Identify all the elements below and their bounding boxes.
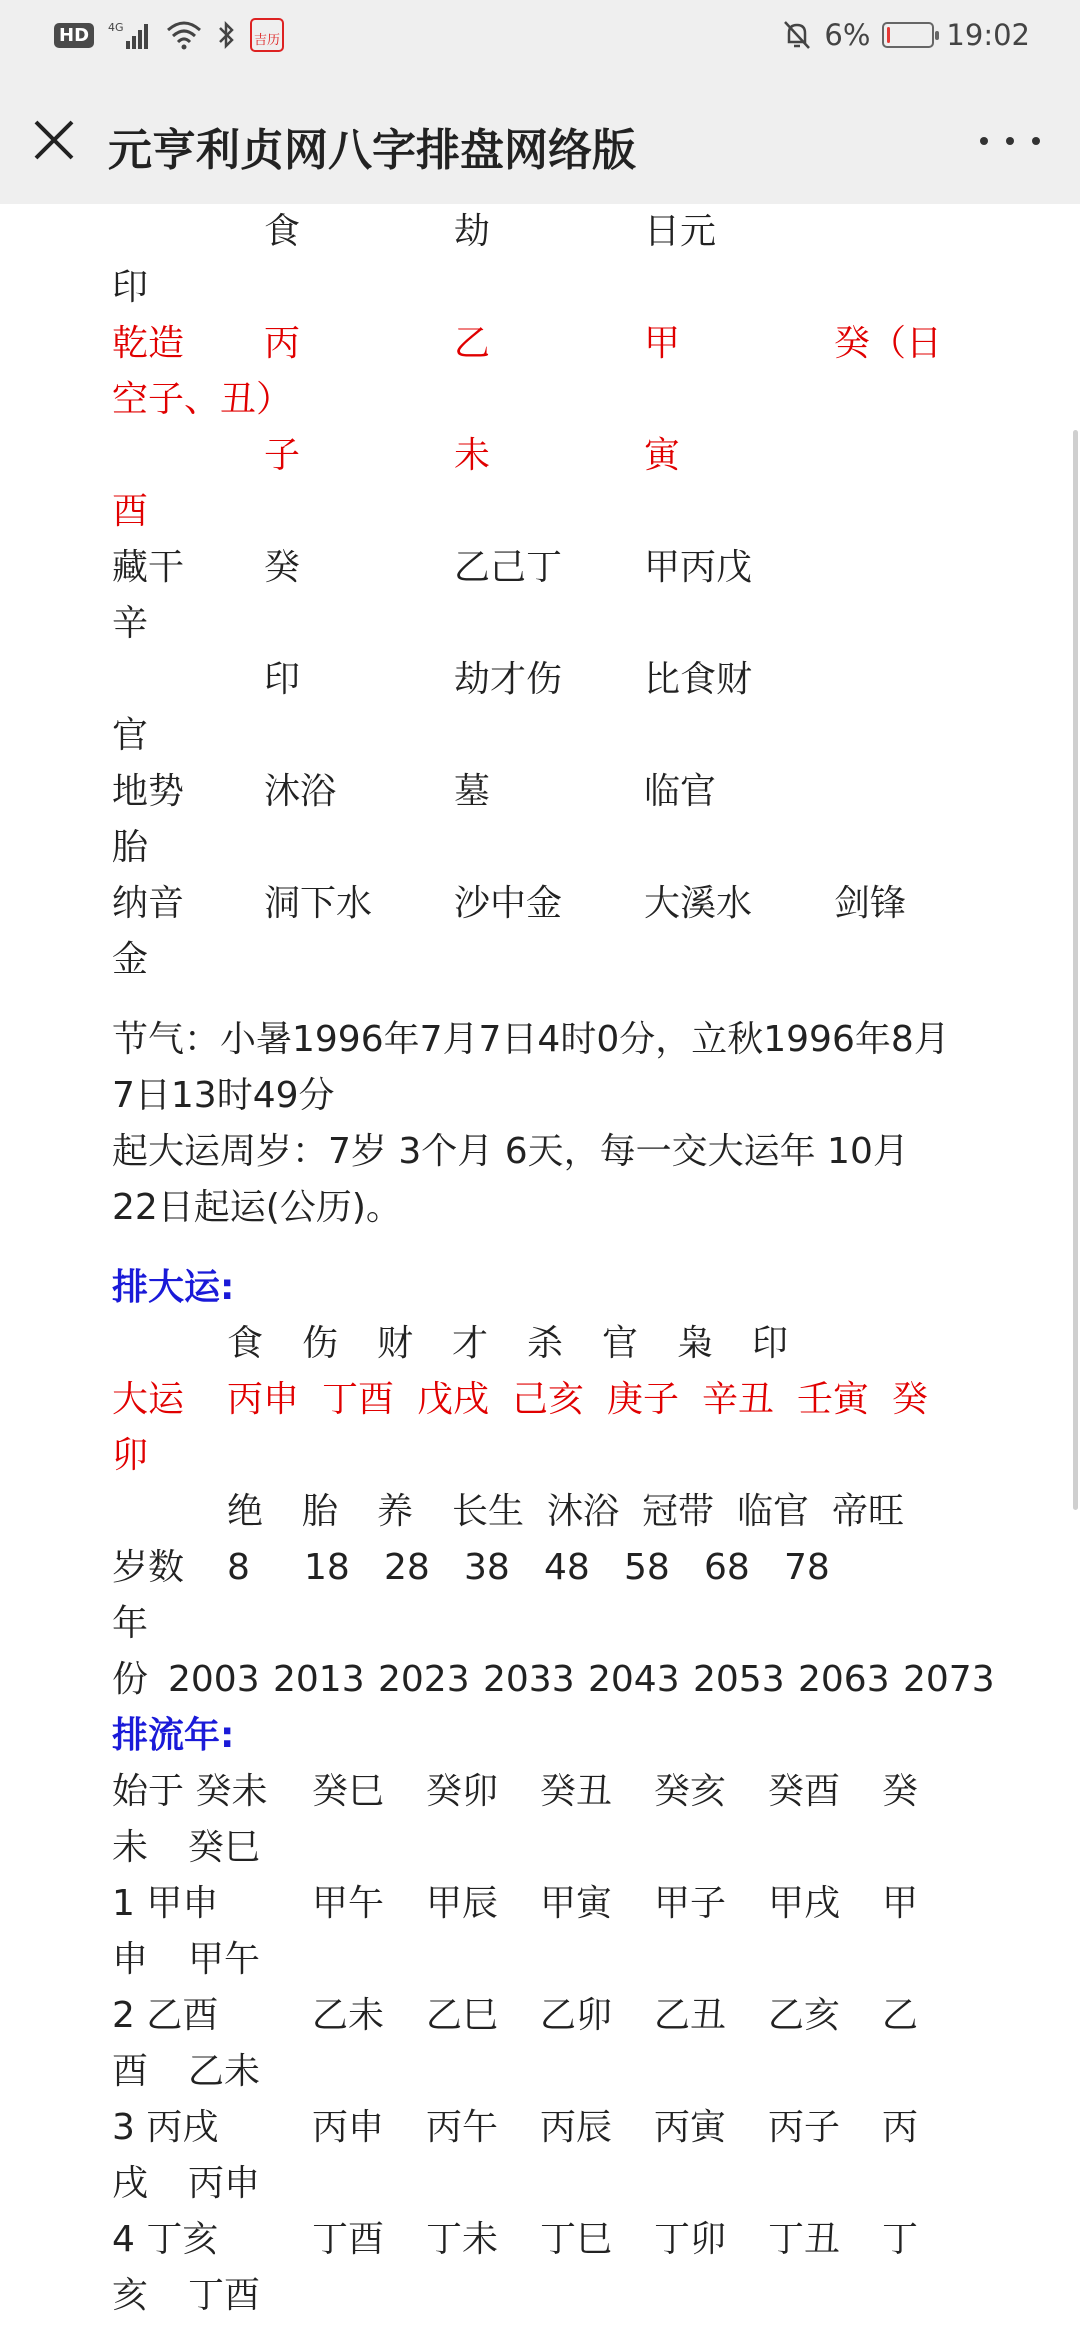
bazi-row xyxy=(112,540,1012,596)
bazi-row xyxy=(112,876,1012,932)
calendar-app-icon xyxy=(250,18,284,52)
bazi-cell: 丙 xyxy=(264,323,301,364)
liunian-cell: 乙巳 xyxy=(426,1995,499,2036)
liunian-cell: 癸巳 xyxy=(188,1827,261,1868)
dayun-pillar: 丁酉 xyxy=(322,1379,395,1420)
liunian-cell: 亥 xyxy=(112,2275,149,2316)
bazi-row xyxy=(112,204,1012,260)
liunian-cell: 甲午 xyxy=(188,1939,261,1980)
bazi-cell: 剑锋 xyxy=(834,883,907,924)
bazi-cell: 临官 xyxy=(644,771,717,812)
shishen-cell: 杀 xyxy=(527,1323,564,1364)
liunian-cell: 丙辰 xyxy=(540,2107,613,2148)
bazi-cell: 沐浴 xyxy=(264,771,337,812)
bazi-cell: 印 xyxy=(264,659,301,700)
jieqi-line: 7日13时49分 xyxy=(112,1075,335,1116)
bazi-row xyxy=(112,372,1012,428)
liunian-cell: 乙 xyxy=(882,1995,919,2036)
bazi-cell: 乙己丁 xyxy=(454,547,563,588)
mute-bell-icon xyxy=(782,19,812,51)
qiyun-line: 22日起运(公历)。 xyxy=(112,1187,402,1228)
jieqi-info xyxy=(112,1012,1012,1236)
battery-icon xyxy=(882,22,934,48)
battery-fill xyxy=(887,27,890,43)
bazi-cell: 地势 xyxy=(112,771,185,812)
bazi-row xyxy=(112,428,1012,484)
bazi-cell: 洞下水 xyxy=(264,883,373,924)
bazi-cell: 大溪水 xyxy=(644,883,753,924)
liunian-cell: 未 xyxy=(112,1827,149,1868)
dayun-dishi-row xyxy=(112,1484,1012,1540)
dayun-pillar-row xyxy=(112,1372,1012,1428)
more-icon-dot xyxy=(980,137,988,145)
bazi-row xyxy=(112,596,1012,652)
liunian-wrap-row xyxy=(112,2156,1012,2212)
bazi-cell: 食 xyxy=(264,211,301,252)
year-cell: 2003 xyxy=(168,1659,260,1700)
liunian-cell: 丙午 xyxy=(426,2107,499,2148)
liunian-cell: 申 xyxy=(112,1939,149,1980)
bazi-cell: 官 xyxy=(112,715,149,756)
liunian-wrap-row xyxy=(112,1932,1012,1988)
shishen-cell: 枭 xyxy=(677,1323,714,1364)
liunian-cell: 丙子 xyxy=(768,2107,841,2148)
signal-icon xyxy=(108,19,152,51)
liunian-cell: 丁卯 xyxy=(654,2219,727,2260)
bazi-cell: 藏干 xyxy=(112,547,185,588)
dayun-pillar: 卯 xyxy=(112,1435,149,1476)
year-cell: 2043 xyxy=(588,1659,680,1700)
dayun-pillar: 丙申 xyxy=(227,1379,300,1420)
bazi-cell: 日元 xyxy=(644,211,717,252)
shishen-cell: 食 xyxy=(227,1323,264,1364)
hd-icon: HD xyxy=(54,23,94,48)
bazi-row xyxy=(112,708,1012,764)
shishen-cell: 财 xyxy=(377,1323,414,1364)
bazi-cell: 比食财 xyxy=(644,659,753,700)
liunian-cell: 癸卯 xyxy=(426,1771,499,1812)
section-heading: 排流年: xyxy=(112,1715,235,1756)
bazi-cell: 子 xyxy=(264,435,301,476)
liunian-cell: 癸亥 xyxy=(654,1771,727,1812)
dishi-cell: 养 xyxy=(377,1491,414,1532)
bazi-cell: 纳音 xyxy=(112,883,185,924)
age-cell: 28 xyxy=(384,1547,430,1588)
bazi-table xyxy=(112,204,1012,988)
bazi-row xyxy=(112,484,1012,540)
liunian-cell: 乙未 xyxy=(188,2051,261,2092)
dishi-cell: 长生 xyxy=(452,1491,525,1532)
bazi-row xyxy=(112,260,1012,316)
shishen-cell: 伤 xyxy=(302,1323,339,1364)
dayun-pillar: 己亥 xyxy=(512,1379,585,1420)
dayun-wrap-row xyxy=(112,1428,1012,1484)
dishi-cell: 帝旺 xyxy=(832,1491,905,1532)
liunian-cell: 丙申 xyxy=(188,2163,261,2204)
bazi-cell: 劫 xyxy=(454,211,491,252)
liunian-cell: 癸丑 xyxy=(540,1771,613,1812)
bazi-row xyxy=(112,820,1012,876)
title-bar xyxy=(0,76,1080,204)
age-cell: 58 xyxy=(624,1547,670,1588)
liunian-wrap-row xyxy=(112,1820,1012,1876)
dayun-section xyxy=(112,1260,1012,1708)
bazi-cell: 空子、丑） xyxy=(112,379,293,420)
bazi-cell: 甲丙戊 xyxy=(644,547,753,588)
dayun-heading xyxy=(112,1260,1012,1316)
year-cell: 2013 xyxy=(273,1659,365,1700)
bazi-cell: 未 xyxy=(454,435,491,476)
liunian-cell: 甲辰 xyxy=(426,1883,499,1924)
liunian-section xyxy=(112,1708,1012,2324)
year-cell: 2063 xyxy=(798,1659,890,1700)
bazi-cell: 酉 xyxy=(112,491,149,532)
more-options-button[interactable] xyxy=(980,116,1040,166)
liunian-cell: 甲子 xyxy=(654,1883,727,1924)
year-cell: 2033 xyxy=(483,1659,575,1700)
dayun-age-row xyxy=(112,1540,1012,1596)
liunian-cell: 乙卯 xyxy=(540,1995,613,2036)
clock: 19:02 xyxy=(946,18,1030,52)
liunian-cell: 始于 癸未 xyxy=(112,1771,268,1812)
dayun-pillar: 辛丑 xyxy=(702,1379,775,1420)
more-icon-dot xyxy=(1032,137,1040,145)
liunian-cell: 1 甲申 xyxy=(112,1883,219,1924)
year-label: 年 xyxy=(112,1603,149,1644)
more-icon-dot xyxy=(1006,137,1014,145)
article-content xyxy=(112,204,1012,2324)
bazi-row xyxy=(112,932,1012,988)
liunian-cell: 癸酉 xyxy=(768,1771,841,1812)
shishen-cell: 印 xyxy=(752,1323,789,1364)
liunian-row xyxy=(112,1876,1012,1932)
bazi-cell: 金 xyxy=(112,939,149,980)
dayun-pillar: 戊戌 xyxy=(417,1379,490,1420)
bazi-cell: 乙 xyxy=(454,323,491,364)
liunian-cell: 戌 xyxy=(112,2163,149,2204)
svg-text:4G: 4G xyxy=(108,21,124,34)
liunian-cell: 丁酉 xyxy=(312,2219,385,2260)
year-cell: 2023 xyxy=(378,1659,470,1700)
battery-percent: 6% xyxy=(824,18,871,52)
close-icon xyxy=(28,114,80,166)
year-label: 份 xyxy=(112,1659,149,1700)
liunian-row xyxy=(112,1988,1012,2044)
bazi-cell: 甲 xyxy=(644,323,681,364)
age-cell: 8 xyxy=(227,1547,250,1588)
wifi-icon xyxy=(166,20,202,50)
liunian-cell: 酉 xyxy=(112,2051,149,2092)
dishi-cell: 胎 xyxy=(302,1491,339,1532)
dayun-shishen-row xyxy=(112,1316,1012,1372)
dayun-pillar: 癸 xyxy=(892,1379,929,1420)
liunian-cell: 丁丑 xyxy=(768,2219,841,2260)
bazi-cell: 寅 xyxy=(644,435,681,476)
liunian-cell: 甲戌 xyxy=(768,1883,841,1924)
dishi-cell: 临官 xyxy=(737,1491,810,1532)
liunian-cell: 癸 xyxy=(882,1771,919,1812)
liunian-cell: 甲午 xyxy=(312,1883,385,1924)
bazi-row xyxy=(112,764,1012,820)
year-cell: 2053 xyxy=(693,1659,785,1700)
bazi-cell: 墓 xyxy=(454,771,491,812)
liunian-cell: 丁巳 xyxy=(540,2219,613,2260)
bazi-cell: 辛 xyxy=(112,603,149,644)
dayun-year-label-row xyxy=(112,1596,1012,1652)
liunian-cell: 4 丁亥 xyxy=(112,2219,219,2260)
dishi-cell: 沐浴 xyxy=(547,1491,620,1532)
age-cell: 38 xyxy=(464,1547,510,1588)
dayun-label: 大运 xyxy=(112,1379,185,1420)
section-heading: 排大运: xyxy=(112,1267,235,1308)
age-cell: 48 xyxy=(544,1547,590,1588)
age-cell: 18 xyxy=(304,1547,350,1588)
liunian-heading xyxy=(112,1708,1012,1764)
dayun-pillar: 庚子 xyxy=(607,1379,680,1420)
liunian-cell: 3 丙戌 xyxy=(112,2107,219,2148)
liunian-cell: 丙寅 xyxy=(654,2107,727,2148)
age-cell: 68 xyxy=(704,1547,750,1588)
bazi-cell: 沙中金 xyxy=(454,883,563,924)
dishi-cell: 绝 xyxy=(227,1491,264,1532)
bazi-cell: 劫才伤 xyxy=(454,659,563,700)
close-button[interactable] xyxy=(28,114,80,166)
bazi-cell: 癸（日 xyxy=(834,323,943,364)
bazi-cell: 印 xyxy=(112,267,149,308)
shishen-cell: 官 xyxy=(602,1323,639,1364)
dayun-pillar: 壬寅 xyxy=(797,1379,870,1420)
bazi-cell: 胎 xyxy=(112,827,149,868)
shishen-cell: 才 xyxy=(452,1323,489,1364)
liunian-cell: 丁 xyxy=(882,2219,919,2260)
status-bar xyxy=(0,0,1080,76)
liunian-cell: 丙申 xyxy=(312,2107,385,2148)
liunian-row xyxy=(112,1764,1012,1820)
jieqi-line: 节气：小暑1996年7月7日4时0分，立秋1996年8月 xyxy=(112,1019,950,1060)
liunian-cell: 甲寅 xyxy=(540,1883,613,1924)
liunian-row xyxy=(112,2100,1012,2156)
liunian-cell: 乙亥 xyxy=(768,1995,841,2036)
calendar-app-label: 吉历 xyxy=(254,33,281,48)
liunian-wrap-row xyxy=(112,2044,1012,2100)
dishi-cell: 冠带 xyxy=(642,1491,715,1532)
qiyun-line: 起大运周岁：7岁 3个月 6天，每一交大运年 10月 xyxy=(112,1131,909,1172)
liunian-cell: 乙丑 xyxy=(654,1995,727,2036)
bazi-cell: 癸 xyxy=(264,547,301,588)
liunian-cell: 丙 xyxy=(882,2107,919,2148)
liunian-wrap-row xyxy=(112,2268,1012,2324)
scrollbar[interactable] xyxy=(1073,430,1078,1510)
page-title: 元亨利贞网八字排盘网络版 xyxy=(108,125,636,176)
liunian-cell: 丁酉 xyxy=(188,2275,261,2316)
bazi-cell: 乾造 xyxy=(112,323,185,364)
liunian-row xyxy=(112,2212,1012,2268)
liunian-cell: 2 乙酉 xyxy=(112,1995,219,2036)
year-cell: 2073 xyxy=(903,1659,995,1700)
liunian-cell: 丁未 xyxy=(426,2219,499,2260)
liunian-cell: 乙未 xyxy=(312,1995,385,2036)
age-cell: 78 xyxy=(784,1547,830,1588)
bazi-row xyxy=(112,652,1012,708)
bluetooth-icon xyxy=(216,19,236,51)
liunian-cell: 甲 xyxy=(882,1883,919,1924)
liunian-cell: 癸巳 xyxy=(312,1771,385,1812)
bazi-row xyxy=(112,316,1012,372)
dayun-year-row xyxy=(112,1652,1012,1708)
age-label: 岁数 xyxy=(112,1547,185,1588)
